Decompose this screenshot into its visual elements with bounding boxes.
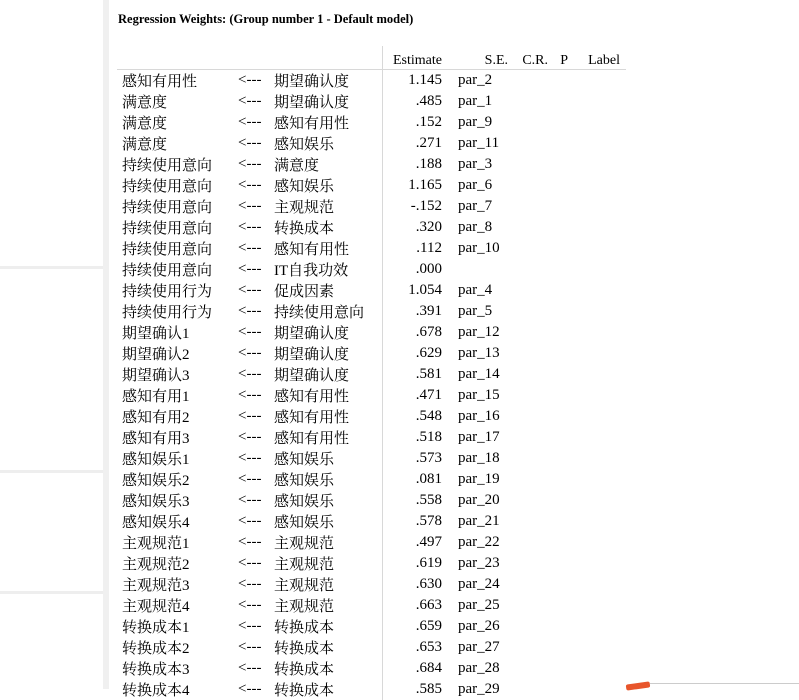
cell-se: par_20: [448, 490, 510, 511]
cell-estimate: .578: [383, 511, 449, 532]
cell-estimate: .320: [383, 217, 449, 238]
table-row: [117, 196, 626, 217]
cell-path-arrow: <---: [238, 217, 274, 238]
cell-cr: [510, 280, 548, 301]
cell-predictor-variable: 转换成本: [274, 679, 383, 700]
cell-dependent-variable: 持续使用行为: [117, 301, 238, 322]
table-row: [117, 70, 626, 92]
cell-label: [568, 322, 626, 343]
cell-se: par_18: [448, 448, 510, 469]
cell-path-arrow: <---: [238, 595, 274, 616]
cell-predictor-variable: 主观规范: [274, 553, 383, 574]
table-row: [117, 679, 626, 700]
cell-label: [568, 196, 626, 217]
cell-estimate: .471: [383, 385, 449, 406]
cell-dependent-variable: 感知有用性: [117, 70, 238, 92]
pane-divider: [0, 266, 103, 269]
table-row: [117, 301, 626, 322]
cell-cr: [510, 70, 548, 92]
cell-path-arrow: <---: [238, 112, 274, 133]
cell-path-arrow: <---: [238, 448, 274, 469]
cell-cr: [510, 574, 548, 595]
cell-estimate: .112: [383, 238, 449, 259]
table-body: [117, 70, 626, 700]
table-row: [117, 595, 626, 616]
cell-se: [448, 259, 510, 280]
table-row: [117, 322, 626, 343]
table-row: [117, 238, 626, 259]
cell-cr: [510, 406, 548, 427]
cell-se: par_1: [448, 91, 510, 112]
cell-label: [568, 448, 626, 469]
cell-path-arrow: <---: [238, 469, 274, 490]
cell-predictor-variable: 感知有用性: [274, 238, 383, 259]
cell-se: par_16: [448, 406, 510, 427]
cell-estimate: .081: [383, 469, 449, 490]
cell-label: [568, 637, 626, 658]
table-row: [117, 364, 626, 385]
table-row: [117, 175, 626, 196]
cell-p: [548, 154, 568, 175]
cell-predictor-variable: 转换成本: [274, 637, 383, 658]
cell-path-arrow: <---: [238, 679, 274, 700]
cell-estimate: .585: [383, 679, 449, 700]
cell-se: par_11: [448, 133, 510, 154]
cell-p: [548, 322, 568, 343]
cell-p: [548, 553, 568, 574]
cell-se: par_29: [448, 679, 510, 700]
cell-p: [548, 406, 568, 427]
cell-p: [548, 574, 568, 595]
cell-cr: [510, 238, 548, 259]
cell-p: [548, 301, 568, 322]
cell-cr: [510, 364, 548, 385]
table-row: [117, 616, 626, 637]
cell-se: par_28: [448, 658, 510, 679]
cell-label: [568, 469, 626, 490]
cell-se: par_4: [448, 280, 510, 301]
cell-p: [548, 238, 568, 259]
cell-cr: [510, 112, 548, 133]
cell-dependent-variable: 期望确认2: [117, 343, 238, 364]
cell-se: par_21: [448, 511, 510, 532]
table-row: [117, 91, 626, 112]
cell-path-arrow: <---: [238, 196, 274, 217]
cell-path-arrow: <---: [238, 175, 274, 196]
cell-p: [548, 469, 568, 490]
cell-p: [548, 511, 568, 532]
cell-se: par_9: [448, 112, 510, 133]
cell-p: [548, 364, 568, 385]
column-header-estimate: Estimate: [383, 46, 449, 70]
cell-p: [548, 637, 568, 658]
cell-label: [568, 259, 626, 280]
cell-estimate: .678: [383, 322, 449, 343]
cell-predictor-variable: 感知有用性: [274, 427, 383, 448]
cell-p: [548, 70, 568, 92]
cell-estimate: .000: [383, 259, 449, 280]
cell-path-arrow: <---: [238, 154, 274, 175]
cell-se: par_17: [448, 427, 510, 448]
cell-dependent-variable: 主观规范1: [117, 532, 238, 553]
cell-label: [568, 280, 626, 301]
cell-se: par_19: [448, 469, 510, 490]
cell-cr: [510, 343, 548, 364]
cell-cr: [510, 91, 548, 112]
cell-predictor-variable: 感知娱乐: [274, 448, 383, 469]
cell-p: [548, 595, 568, 616]
cell-label: [568, 595, 626, 616]
cell-path-arrow: <---: [238, 553, 274, 574]
cell-cr: [510, 616, 548, 637]
cell-p: [548, 385, 568, 406]
cell-label: [568, 112, 626, 133]
cell-se: par_12: [448, 322, 510, 343]
cell-cr: [510, 637, 548, 658]
cell-estimate: 1.165: [383, 175, 449, 196]
section-heading: Regression Weights: (Group number 1 - Default model): [118, 12, 413, 27]
pane-splitter[interactable]: [103, 0, 109, 689]
column-header-rhs: [274, 46, 383, 70]
cell-cr: [510, 385, 548, 406]
cell-label: [568, 616, 626, 637]
cell-predictor-variable: 感知娱乐: [274, 469, 383, 490]
cell-cr: [510, 532, 548, 553]
cell-path-arrow: <---: [238, 238, 274, 259]
cell-dependent-variable: 感知娱乐4: [117, 511, 238, 532]
cell-estimate: -.152: [383, 196, 449, 217]
cell-p: [548, 679, 568, 700]
cell-predictor-variable: 感知娱乐: [274, 511, 383, 532]
cell-estimate: .485: [383, 91, 449, 112]
cell-cr: [510, 658, 548, 679]
cell-cr: [510, 217, 548, 238]
cell-label: [568, 427, 626, 448]
cell-dependent-variable: 转换成本1: [117, 616, 238, 637]
cell-p: [548, 616, 568, 637]
cell-dependent-variable: 主观规范4: [117, 595, 238, 616]
cell-p: [548, 133, 568, 154]
cell-label: [568, 406, 626, 427]
cell-se: par_6: [448, 175, 510, 196]
navigation-pane: [0, 0, 103, 689]
cell-path-arrow: <---: [238, 532, 274, 553]
cell-path-arrow: <---: [238, 322, 274, 343]
cell-path-arrow: <---: [238, 280, 274, 301]
cell-se: par_5: [448, 301, 510, 322]
cell-label: [568, 511, 626, 532]
cell-estimate: .188: [383, 154, 449, 175]
cell-cr: [510, 448, 548, 469]
cell-label: [568, 385, 626, 406]
cell-predictor-variable: 促成因素: [274, 280, 383, 301]
table-row: [117, 532, 626, 553]
cell-path-arrow: <---: [238, 406, 274, 427]
cell-path-arrow: <---: [238, 490, 274, 511]
table-row: [117, 427, 626, 448]
cell-label: [568, 301, 626, 322]
cell-dependent-variable: 感知娱乐3: [117, 490, 238, 511]
cell-predictor-variable: 感知娱乐: [274, 175, 383, 196]
cell-se: par_27: [448, 637, 510, 658]
cell-cr: [510, 196, 548, 217]
cell-estimate: .629: [383, 343, 449, 364]
cell-label: [568, 175, 626, 196]
cell-cr: [510, 490, 548, 511]
cell-estimate: .548: [383, 406, 449, 427]
cell-se: par_13: [448, 343, 510, 364]
regression-weights-table-container: [117, 46, 626, 700]
cell-predictor-variable: 转换成本: [274, 616, 383, 637]
cell-estimate: .391: [383, 301, 449, 322]
cell-dependent-variable: 感知娱乐1: [117, 448, 238, 469]
cell-cr: [510, 154, 548, 175]
cell-estimate: 1.145: [383, 70, 449, 92]
cell-estimate: .684: [383, 658, 449, 679]
cell-predictor-variable: 期望确认度: [274, 343, 383, 364]
column-header-cr: C.R.: [510, 46, 548, 70]
cell-label: [568, 133, 626, 154]
floating-widget-edge[interactable]: [626, 681, 651, 690]
cell-cr: [510, 511, 548, 532]
cell-path-arrow: <---: [238, 343, 274, 364]
cell-se: par_14: [448, 364, 510, 385]
cell-path-arrow: <---: [238, 364, 274, 385]
column-header-label: Label: [568, 46, 626, 70]
cell-p: [548, 448, 568, 469]
cell-se: par_7: [448, 196, 510, 217]
cell-dependent-variable: 持续使用意向: [117, 238, 238, 259]
cell-p: [548, 427, 568, 448]
cell-estimate: .271: [383, 133, 449, 154]
cell-label: [568, 238, 626, 259]
cell-p: [548, 280, 568, 301]
cell-path-arrow: <---: [238, 133, 274, 154]
cell-label: [568, 553, 626, 574]
cell-dependent-variable: 感知有用3: [117, 427, 238, 448]
cell-dependent-variable: 持续使用意向: [117, 217, 238, 238]
cell-label: [568, 679, 626, 700]
cell-cr: [510, 679, 548, 700]
cell-estimate: .558: [383, 490, 449, 511]
cell-label: [568, 658, 626, 679]
cell-estimate: .152: [383, 112, 449, 133]
cell-dependent-variable: 转换成本2: [117, 637, 238, 658]
cell-se: par_24: [448, 574, 510, 595]
cell-predictor-variable: 主观规范: [274, 532, 383, 553]
cell-p: [548, 658, 568, 679]
cell-cr: [510, 175, 548, 196]
cell-estimate: .573: [383, 448, 449, 469]
table-row: [117, 490, 626, 511]
cell-estimate: .659: [383, 616, 449, 637]
cell-predictor-variable: 期望确认度: [274, 91, 383, 112]
cell-dependent-variable: 持续使用意向: [117, 175, 238, 196]
cell-dependent-variable: 感知娱乐2: [117, 469, 238, 490]
column-header-p: P: [548, 46, 568, 70]
cell-path-arrow: <---: [238, 637, 274, 658]
cell-dependent-variable: 持续使用行为: [117, 280, 238, 301]
table-row: [117, 637, 626, 658]
cell-dependent-variable: 持续使用意向: [117, 154, 238, 175]
cell-predictor-variable: 主观规范: [274, 574, 383, 595]
cell-estimate: .653: [383, 637, 449, 658]
cell-label: [568, 91, 626, 112]
table-row: [117, 154, 626, 175]
cell-path-arrow: <---: [238, 70, 274, 92]
cell-label: [568, 574, 626, 595]
cell-cr: [510, 553, 548, 574]
pane-divider: [0, 591, 103, 594]
cell-cr: [510, 133, 548, 154]
cell-predictor-variable: 主观规范: [274, 196, 383, 217]
table-row: [117, 280, 626, 301]
table-row: [117, 112, 626, 133]
cell-dependent-variable: 期望确认1: [117, 322, 238, 343]
table-row: [117, 343, 626, 364]
cell-estimate: .663: [383, 595, 449, 616]
cell-p: [548, 259, 568, 280]
cell-predictor-variable: 感知娱乐: [274, 133, 383, 154]
cell-dependent-variable: 主观规范2: [117, 553, 238, 574]
cell-se: par_15: [448, 385, 510, 406]
cell-dependent-variable: 转换成本3: [117, 658, 238, 679]
cell-dependent-variable: 转换成本4: [117, 679, 238, 700]
cell-predictor-variable: 感知有用性: [274, 112, 383, 133]
cell-path-arrow: <---: [238, 427, 274, 448]
table-row: [117, 511, 626, 532]
cell-path-arrow: <---: [238, 616, 274, 637]
cell-se: par_26: [448, 616, 510, 637]
cell-se: par_8: [448, 217, 510, 238]
cell-predictor-variable: IT自我功效: [274, 259, 383, 280]
cell-predictor-variable: 持续使用意向: [274, 301, 383, 322]
cell-predictor-variable: 主观规范: [274, 595, 383, 616]
cell-path-arrow: <---: [238, 259, 274, 280]
cell-cr: [510, 595, 548, 616]
column-header-se: S.E.: [448, 46, 510, 70]
regression-weights-table: [117, 46, 626, 700]
cell-predictor-variable: 期望确认度: [274, 364, 383, 385]
cell-predictor-variable: 满意度: [274, 154, 383, 175]
cell-estimate: .581: [383, 364, 449, 385]
cell-dependent-variable: 满意度: [117, 91, 238, 112]
cell-p: [548, 490, 568, 511]
cell-se: par_2: [448, 70, 510, 92]
cell-dependent-variable: 满意度: [117, 112, 238, 133]
cell-label: [568, 364, 626, 385]
cell-dependent-variable: 期望确认3: [117, 364, 238, 385]
cell-se: par_23: [448, 553, 510, 574]
cell-dependent-variable: 感知有用2: [117, 406, 238, 427]
cell-label: [568, 217, 626, 238]
cell-dependent-variable: 持续使用意向: [117, 196, 238, 217]
cell-cr: [510, 259, 548, 280]
cell-label: [568, 70, 626, 92]
cell-p: [548, 217, 568, 238]
bottom-edge-line: [650, 683, 799, 684]
cell-label: [568, 343, 626, 364]
cell-predictor-variable: 感知娱乐: [274, 490, 383, 511]
cell-p: [548, 532, 568, 553]
table-row: [117, 133, 626, 154]
cell-path-arrow: <---: [238, 385, 274, 406]
cell-p: [548, 196, 568, 217]
cell-dependent-variable: 感知有用1: [117, 385, 238, 406]
table-row: [117, 448, 626, 469]
table-row: [117, 574, 626, 595]
cell-cr: [510, 469, 548, 490]
cell-cr: [510, 322, 548, 343]
table-header-row: [117, 46, 626, 70]
cell-predictor-variable: 转换成本: [274, 217, 383, 238]
cell-se: par_25: [448, 595, 510, 616]
column-header-lhs: [117, 46, 238, 70]
cell-p: [548, 175, 568, 196]
pane-divider: [0, 470, 103, 473]
cell-p: [548, 343, 568, 364]
table-row: [117, 217, 626, 238]
cell-se: par_22: [448, 532, 510, 553]
cell-label: [568, 154, 626, 175]
cell-path-arrow: <---: [238, 511, 274, 532]
cell-path-arrow: <---: [238, 91, 274, 112]
table-row: [117, 553, 626, 574]
cell-dependent-variable: 主观规范3: [117, 574, 238, 595]
cell-label: [568, 532, 626, 553]
cell-predictor-variable: 感知有用性: [274, 385, 383, 406]
cell-cr: [510, 301, 548, 322]
cell-cr: [510, 427, 548, 448]
cell-estimate: .619: [383, 553, 449, 574]
column-header-arrow: [238, 46, 274, 70]
cell-estimate: .630: [383, 574, 449, 595]
table-row: [117, 406, 626, 427]
cell-dependent-variable: 满意度: [117, 133, 238, 154]
cell-predictor-variable: 转换成本: [274, 658, 383, 679]
cell-dependent-variable: 持续使用意向: [117, 259, 238, 280]
table-row: [117, 385, 626, 406]
table-row: [117, 469, 626, 490]
cell-p: [548, 91, 568, 112]
cell-p: [548, 112, 568, 133]
cell-path-arrow: <---: [238, 658, 274, 679]
cell-se: par_10: [448, 238, 510, 259]
cell-path-arrow: <---: [238, 574, 274, 595]
table-row: [117, 658, 626, 679]
cell-label: [568, 490, 626, 511]
cell-estimate: .518: [383, 427, 449, 448]
cell-predictor-variable: 感知有用性: [274, 406, 383, 427]
cell-estimate: .497: [383, 532, 449, 553]
cell-path-arrow: <---: [238, 301, 274, 322]
cell-se: par_3: [448, 154, 510, 175]
cell-predictor-variable: 期望确认度: [274, 70, 383, 92]
cell-estimate: 1.054: [383, 280, 449, 301]
cell-predictor-variable: 期望确认度: [274, 322, 383, 343]
table-row: [117, 259, 626, 280]
